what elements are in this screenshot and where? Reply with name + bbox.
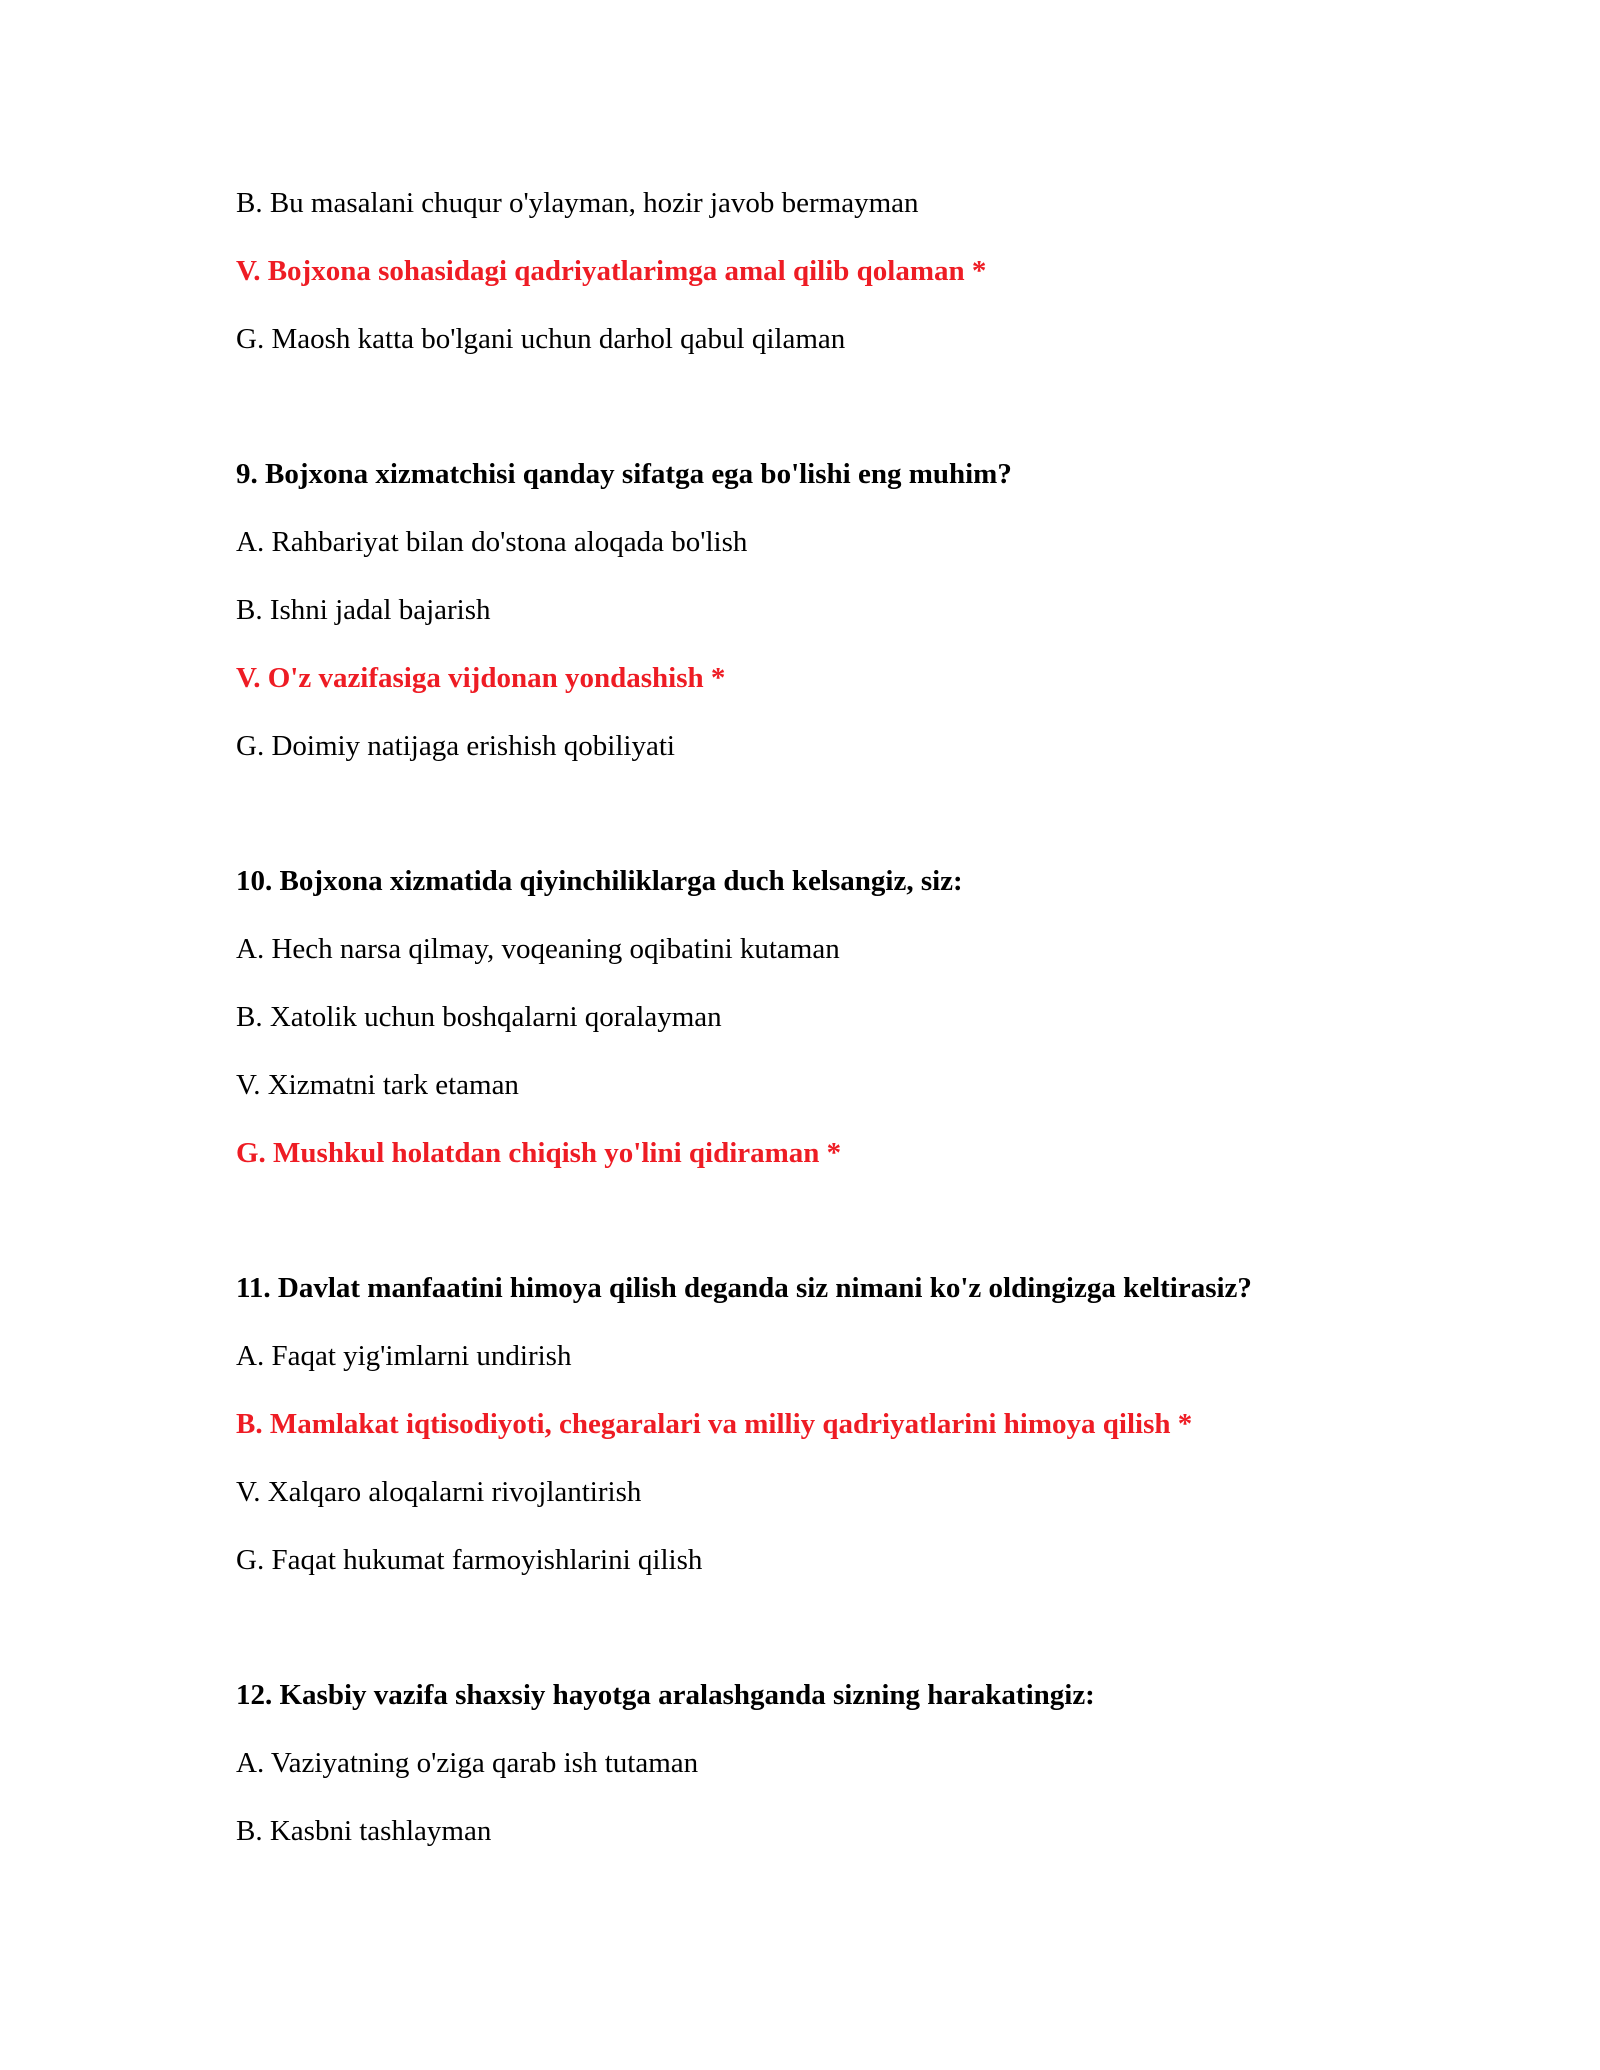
correct-answer-option: G. Mushkul holatdan chiqish yo'lini qidiraman * [236, 1137, 842, 1169]
answer-option: G. Faqat hukumat farmoyishlarini qilish [236, 1544, 703, 1576]
answer-option: A. Hech narsa qilmay, voqeaning oqibatini kutaman [236, 933, 840, 965]
answer-option: A. Vaziyatning o'ziga qarab ish tutaman [236, 1747, 699, 1779]
question-10: 10. Bojxona xizmatida qiyinchiliklarga duch kelsangiz, siz: [236, 865, 963, 897]
answer-option: B. Bu masalani chuqur o'ylayman, hozir javob bermayman [236, 187, 919, 219]
answer-option: A. Faqat yig'imlarni undirish [236, 1340, 572, 1372]
correct-answer-option: B. Mamlakat iqtisodiyoti, chegaralari va milliy qadriyatlarini himoya qilish * [236, 1408, 1193, 1440]
answer-option: B. Kasbni tashlayman [236, 1815, 492, 1847]
answer-option: B. Ishni jadal bajarish [236, 594, 491, 626]
question-9: 9. Bojxona xizmatchisi qanday sifatga ega bo'lishi eng muhim? [236, 458, 1012, 490]
question-12: 12. Kasbiy vazifa shaxsiy hayotga aralashganda sizning harakatingiz: [236, 1679, 1095, 1711]
answer-option: G. Doimiy natijaga erishish qobiliyati [236, 730, 675, 762]
question-11: 11. Davlat manfaatini himoya qilish deganda siz nimani ko'z oldingizga keltirasiz? [236, 1272, 1252, 1304]
answer-option: V. Xizmatni tark etaman [236, 1069, 519, 1101]
answer-option: A. Rahbariyat bilan do'stona aloqada bo'lish [236, 526, 748, 558]
answer-option: G. Maosh katta bo'lgani uchun darhol qabul qilaman [236, 323, 846, 355]
quiz-content [236, 186, 1436, 1882]
correct-answer-option: V. O'z vazifasiga vijdonan yondashish * [236, 662, 726, 694]
answer-option: B. Xatolik uchun boshqalarni qoralayman [236, 1001, 722, 1033]
correct-answer-option: V. Bojxona sohasidagi qadriyatlarimga amal qilib qolaman * [236, 255, 987, 287]
answer-option: V. Xalqaro aloqalarni rivojlantirish [236, 1476, 642, 1508]
